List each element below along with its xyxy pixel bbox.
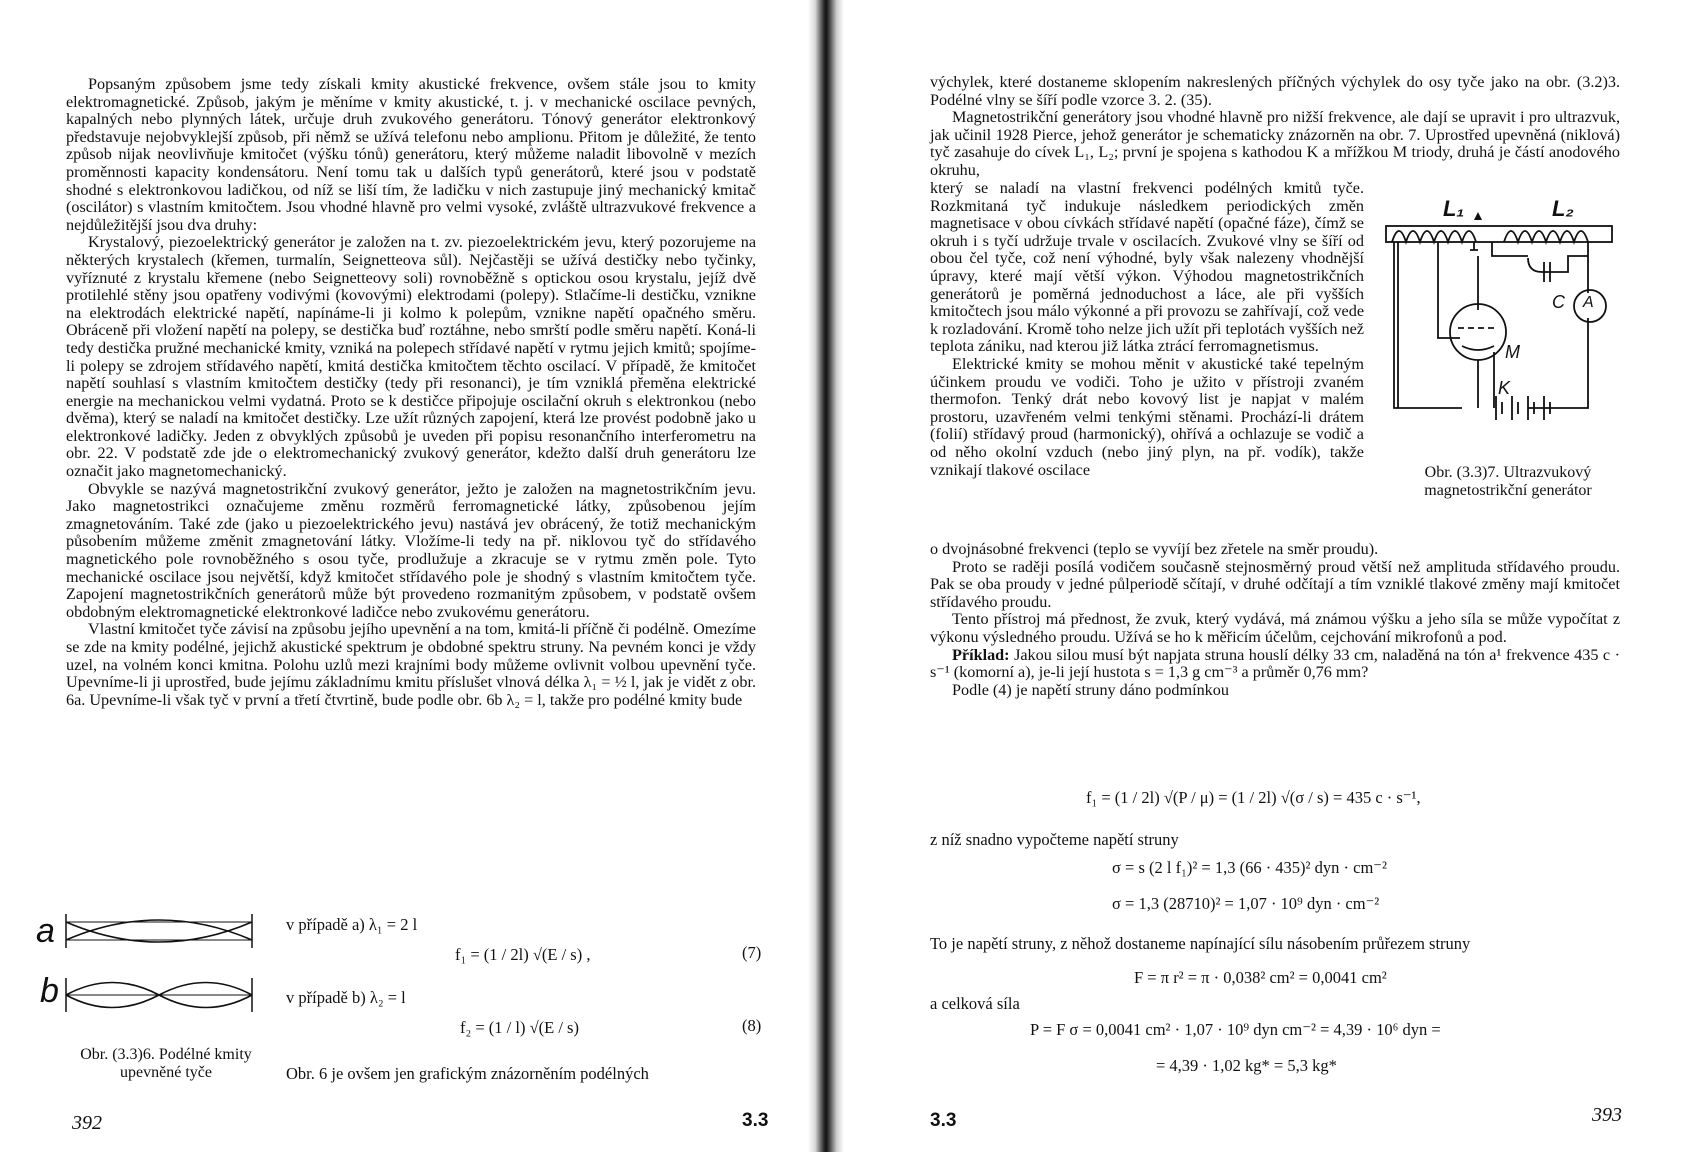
- right-lower-text: [930, 541, 1620, 699]
- equation-f1: f₁ = (1 / 2l) √(P / μ) = (1 / 2l) √(σ / s) = 435 c · s⁻¹,: [1086, 788, 1421, 807]
- figure-7-caption: Obr. (3.3)7. Ultrazvukový magnetostrikční generátor: [1424, 464, 1592, 499]
- equation-P-1: P = F σ = 0,0041 cm² · 1,07 · 10⁹ dyn cm⁻² = 4,39 · 10⁶ dyn =: [1030, 1020, 1441, 1039]
- right-paragraph-9: a celková síla: [930, 994, 1020, 1013]
- figure-7-magnetostrictive-generator: [1378, 198, 1638, 460]
- case-a-text: v případě a) λ₁ = 2 l: [286, 915, 418, 934]
- equation-P-2: = 4,39 · 1,02 kg* = 5,3 kg*: [1156, 1056, 1337, 1075]
- right-paragraph-3b: o dvojnásobné frekvenci (teplo se vyvíjí bez zřetele na směr proudu).: [930, 540, 1379, 558]
- rod-b: [66, 978, 252, 1012]
- right-paragraph-2a: Magnetostrikční generátory jsou vhodné hlavně pro nižší frekvence, ale dají se upravit i pro ultrazvuk, jak učinil 1928 Pierce, jehož generátor je schematicky znázorněn na obr. 7. Uprostřed upevněná (niklová) tyč zasahuje do cívek L₁, L₂; první je spojena s kathodou K a mřížkou M triody, druhá je částí anodového okruhu,: [930, 108, 1620, 179]
- example-text: Jakou silou musí být napjata struna houslí délky 33 cm, naladěná na tón a¹ frekvence 435 c · s⁻¹ (komorní a), je-li její hustota s = 1,3 g cm⁻³ a průměr 0,76 mm?: [930, 645, 1620, 682]
- left-paragraph-2: Krystalový, piezoelektrický generátor je založen na t. zv. piezoelektrickém jevu, který pozorujeme na některých krystalech (křemen, turmalín, Seignetteova sůl). Nejčastěji se užívá destičky nebo tyčinky, vyříznuté z krystalu křemene (nebo Seignetteovy soli) rovnoběžně s optickou osou krystalu, jejíž dvě protilehlé stěny jsou opatřeny vodivými (kovovými) elektrodami (polepy). Stlačíme-li destičku, vznikne na elektrodách elektrické napětí, napínáme-li ji kolmo k polepům, vznikne napětí opačného směru. Obráceně při vložení napětí na polepy, se destička buď roztáhne, nebo smrští podle směru napětí. Koná-li tedy destička pružné mechanické kmity, vzniká na polepech střídavé napětí v rytmu jejich kmitů; spojíme-li polepy se zdrojem střídavého napětí, kmitá destička kmitočtem těchto oscilací. V případě, že kmitočet napětí souhlasí s vlastním kmitočtem destičky (tedy při resonanci), je tím vzniklá přeměna elektrické energie na mechanickou velmi vydatná. Proto se k destičce připojuje oscilační okruh s elektronkou (nebo dvěma), který se naladí na kmitočet destičky. Lze užít různých zapojení, která lze provést podobně jako u elektronkové ladičky. Jeden z obvyklých způsobů je uveden při popisu resonančního interferometru na obr. 22. V podstatě zde jde o elektromechanický zvukový generátor, kdežto další druh generátoru lze označit jako magnetomechanický.: [66, 233, 756, 481]
- equation-7-number: (7): [742, 943, 762, 962]
- left-page: [0, 0, 820, 1152]
- right-paragraph-4: Proto se raději posílá vodičem současně stejnosměrný proud větší než amplituda střídavého proudu. Pak se oba proudy v jedné půlperiodě sčítají, v druhé odčítají a tím vzniklé tlakové změny mají kmitočet střídavého proudu.: [930, 557, 1620, 611]
- left-last-line: Obr. 6 je ovšem jen grafickým znázorněním podélných: [286, 1064, 649, 1083]
- equation-sigma-2: σ = 1,3 (28710)² = 1,07 · 10⁹ dyn · cm⁻²: [1112, 894, 1380, 913]
- label-c: C: [1552, 292, 1565, 312]
- left-paragraph-4: Vlastní kmitočet tyče závisí na způsobu jejího upevnění a na tom, kmitá-li příčně či podélně. Omezíme se zde na kmity podélné, jejichž akustické spektrum je obdobné spektru struny. Na pevném konci je vždy uzel, na volném konci kmitna. Polohu uzlů mezi krajními body můžeme ovlivnit volbou upevnění tyče. Upevníme-li ji uprostřed, bude jejímu základnímu kmitu příslušet vlnová délka λ₁ = ½ l, jak je vidět z obr. 6a. Upevníme-li však tyč v první a třetí čtvrtině, bude podle obr. 6b λ₂ = l, takže pro podélné kmity bude: [66, 620, 756, 709]
- right-page: [830, 0, 1683, 1152]
- example-label: Příklad:: [952, 645, 1010, 664]
- section-number-right: 3.3: [930, 1110, 957, 1131]
- left-paragraph-1: Popsaným způsobem jsme tedy získali kmity akustické frekvence, ovšem stále jsou to kmity elektromagnetické. Způsob, jakým je měníme v kmity akustické, t. j. v mechanické oscilace pevných, kapalných nebo plynných látek, určuje druh zvukového generátoru. Tónový generátor elektronkový představuje nejobvyklejší způsob, při němž se užívá telefonu nebo amplionu. Přitom je důležité, že tento způsob nijak neovlivňuje kmitočet (výšku tónů) generátoru, který můžeme naladit libovolně v mezích proměnnosti kapacity kondensátoru. Není tomu tak u dalších typů generátorů, které jsou v podstatě shodné s elektronkovou ladičkou, od níž se liší tím, že ladičku v nich zastupuje jiný mechanický kmitač (oscilátor) s vlastním kmitočtem. Jsou vhodné hlavně pro velmi vysoké, zvláště ultrazvukové frekvence a nejdůležitější jsou dva druhy:: [66, 75, 756, 234]
- right-paragraph-8: To je napětí struny, z něhož dostaneme napínající sílu násobením průřezem struny: [930, 934, 1471, 953]
- figure-6-label-b: b: [40, 972, 59, 1010]
- right-paragraph-5: Tento přístroj má přednost, že zvuk, který vydává, má známou výšku a jeho síla se může vypočítat z výkonu výsledného proudu. Užívá se ho k měřicím účelům, cejchování mikrofonů a pod.: [930, 610, 1620, 646]
- label-a: A: [1583, 294, 1594, 311]
- equation-sigma-1: σ = s (2 l f₁)² = 1,3 (66 · 435)² dyn · cm⁻²: [1112, 858, 1387, 877]
- right-example: [930, 647, 1620, 682]
- right-paragraph-7: z níž snadno vypočteme napětí struny: [930, 830, 1179, 849]
- coil-l2: [1504, 231, 1588, 242]
- page-number-right: 393: [1592, 1104, 1622, 1126]
- label-k: K: [1498, 378, 1511, 398]
- triode-tube: [1450, 304, 1506, 360]
- figure-6-longitudinal-vibrations: [30, 900, 270, 1040]
- equation-8: f₂ = (1 / l) √(E / s): [460, 1018, 579, 1037]
- figure-6-label-a: a: [36, 912, 55, 950]
- coil-l1: [1392, 231, 1476, 242]
- equation-8-number: (8): [742, 1016, 762, 1035]
- label-l1: L₁: [1443, 196, 1465, 221]
- figure-6-caption: Obr. (3.3)6. Podélné kmity upevněné tyče: [80, 1046, 252, 1081]
- case-b-text: v případě b) λ₂ = l: [286, 988, 406, 1007]
- right-paragraph-2b: který se naladí na vlastní frekvenci podélných kmitů tyče. Rozkmitaná tyč indukuje následkem periodických změn magnetisace v obou cívkách střídavé napětí (opačné fáze), čímž se okruh i s tyčí udržuje trvale v oscilacích. Zvukové vlny se šíří od obou čel tyče, což není výhodné, byly však nalezeny vhodnější úpravy, které mají větší výkon. Výhodou magnetostrikčních generátorů je poměrná jednoduchost a láce, ale při vyšších kmitočtech jsou málo výkonné a při provozu se zahřívají, což vede k rozladování. Kromě toho nelze jich užít při teplotách vyšších než teplota zániku, nad kterou již látka ztrácí ferromagnetismus.: [930, 179, 1364, 356]
- left-paragraph-3: Obvykle se nazývá magnetostrikční zvukový generátor, ježto je založen na magnetostrikčním jevu. Jako magnetostrikci označujeme změnu rozměrů ferromagnetické látky, způsobenou jejím zmagnetováním. Také zde (jako u piezoelektrického jevu) nastává jev obrácený, že totiž mechanickým působením můžeme změnit zmagnetování látky. Vložíme-li tedy na př. niklovou tyč do střídavého magnetického pole rovnoběžného s osou tyče, prodlužuje a zkracuje se v rytmu změn pole. Tyto mechanické oscilace jsou největší, když kmitočet střídavého pole je shodný s vlastním kmitočtem tyče. Zapojení magnetostrikčních generátorů může být provedeno rozmanitým způsobem, v podstatě ovšem obdobným elektromagnetické elektronkové ladičce nebo zvukovému generátoru.: [66, 479, 756, 621]
- right-top-text: [930, 74, 1620, 180]
- label-m: M: [1505, 342, 1520, 362]
- right-paragraph-3a: Elektrické kmity se mohou měnit v akustické také tepelným účinkem proudu ve vodiči. Toho je užito v přístroji zvaném thermofon. Tenký drát nebo kovový list je napjat v malém prostoru, uzavřeném velmi tenkými stěnami. Prochází-li drátem (folií) střídavý proud (harmonický), ohřívá a ochlazuje se vodič a od něho okolní vzduch (nebo jiný plyn, na př. vodík), takže vznikají tlakové oscilace: [930, 354, 1364, 479]
- equation-F: F = π r² = π · 0,038² cm² = 0,0041 cm²: [1134, 968, 1387, 987]
- right-paragraph-1: výchylek, které dostaneme sklopením nakreslených příčných výchylek do osy tyče jako na obr. (3.2)3. Podélné vlny se šíří podle vzorce 3. 2. (35).: [930, 73, 1620, 109]
- rod-a: [66, 914, 252, 948]
- equation-7: f₁ = (1 / 2l) √(E / s) ,: [455, 945, 591, 964]
- right-wrap-text: [930, 180, 1364, 479]
- label-l2: L₂: [1552, 196, 1574, 221]
- right-paragraph-6: Podle (4) je napětí struny dáno podmínkou: [952, 680, 1229, 699]
- left-body: [66, 76, 756, 709]
- page-number-left: 392: [72, 1112, 102, 1134]
- section-number-left: 3.3: [742, 1110, 769, 1131]
